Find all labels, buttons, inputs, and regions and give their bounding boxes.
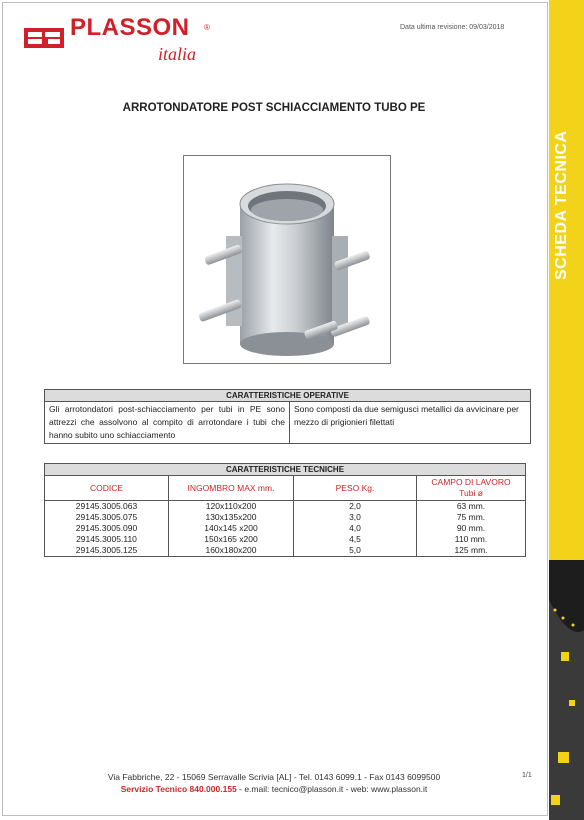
cell-dimensions: 130x135x200	[169, 512, 294, 523]
cell-dimensions: 150x165 x200	[169, 534, 294, 545]
logo-brand: PLASSON	[70, 14, 190, 41]
table-row	[45, 512, 526, 523]
cell-weight: 5,0	[294, 545, 417, 557]
cell-code: 29145.3005.110	[45, 534, 169, 545]
cell-dimensions: 160x180x200	[169, 545, 294, 557]
footer-contacts: - e.mail: tecnico@plasson.it - web: www.plasson.it	[236, 784, 428, 794]
cell-range: 90 mm.	[417, 523, 526, 534]
column-header-code: CODICE	[45, 476, 169, 501]
table-row	[45, 534, 526, 545]
cell-weight: 2,0	[294, 501, 417, 513]
column-header-dimensions: INGOMBRO MAX mm.	[169, 476, 294, 501]
cell-code: 29145.3005.125	[45, 545, 169, 557]
footer-address: Via Fabbriche, 22 - 15069 Serravalle Scrivia [AL] - Tel. 0143 6099.1 - Fax 0143 6099500	[107, 772, 441, 782]
sidebar-band	[549, 0, 584, 820]
document-title: ARROTONDATORE POST SCHIACCIAMENTO TUBO PE	[122, 102, 426, 114]
sidebar-decoration	[549, 0, 584, 820]
technical-table	[44, 463, 526, 557]
cell-code: 29145.3005.063	[45, 501, 169, 513]
pipe-rounder-image	[184, 156, 390, 363]
product-photo-frame	[183, 155, 391, 364]
table-row	[45, 545, 526, 557]
logo-subtitle: italia	[158, 44, 197, 64]
column-header-range-sub: Tubi ø	[459, 488, 483, 498]
technical-header: CARATTERISTICHE TECNICHE	[45, 464, 526, 476]
operative-right-text: Sono composti da due semigusci metallici da avvicinare per mezzo di prigionieri filettati	[290, 402, 531, 444]
column-header-weight: PESO Kg.	[294, 476, 417, 501]
cell-weight: 4,0	[294, 523, 417, 534]
cell-code: 29145.3005.075	[45, 512, 169, 523]
cell-range: 110 mm.	[417, 534, 526, 545]
cell-weight: 3,0	[294, 512, 417, 523]
cell-code: 29145.3005.090	[45, 523, 169, 534]
table-row	[45, 501, 526, 513]
operative-left-text: Gli arrotondatori post-schiacciamento per tubi in PE sono attrezzi che assolvono al compito di arrotondare i tubi che hanno subito uno schiacciamento	[45, 402, 290, 444]
revision-date: Data ultima revisione: 09/03/2018	[400, 24, 505, 31]
sidebar-label	[553, 250, 571, 280]
column-header-range-title: CAMPO DI LAVORO	[431, 477, 511, 487]
cell-range: 63 mm.	[417, 501, 526, 513]
cell-range: 75 mm.	[417, 512, 526, 523]
column-header-range	[417, 476, 526, 501]
cell-range: 125 mm.	[417, 545, 526, 557]
logo-registered: ®	[204, 23, 210, 32]
table-row	[45, 523, 526, 534]
footer-service: Servizio Tecnico 840.000.155	[120, 784, 237, 794]
operative-header: CARATTERISTICHE OPERATIVE	[45, 390, 531, 402]
cell-dimensions: 120x110x200	[169, 501, 294, 513]
cell-weight: 4,5	[294, 534, 417, 545]
page-number: 1/1	[522, 772, 532, 779]
operative-table	[44, 389, 531, 444]
footer-contacts-line	[0, 784, 548, 794]
cell-dimensions: 140x145 x200	[169, 523, 294, 534]
